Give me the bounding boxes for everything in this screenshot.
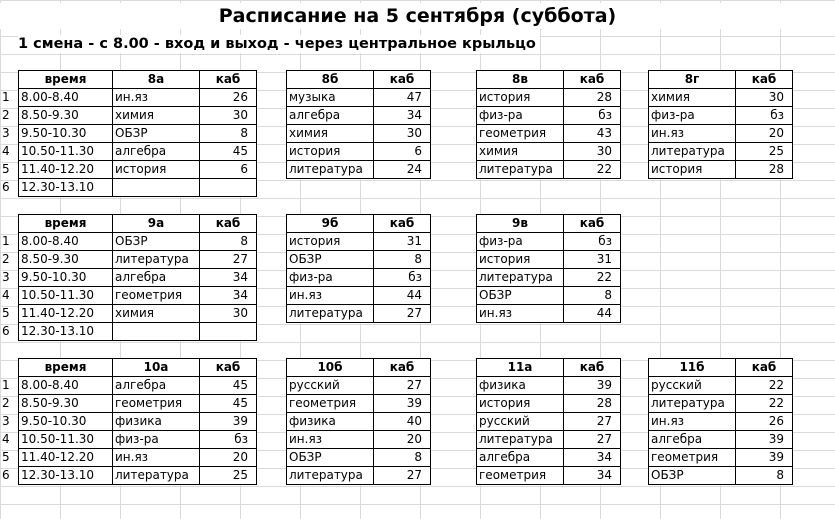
row-number: 4 (2, 144, 10, 158)
table-row (287, 413, 431, 431)
room-cell: 26 (736, 413, 793, 431)
room-cell: 8 (564, 287, 621, 305)
room-cell: бз (200, 431, 257, 449)
room-cell: 27 (564, 413, 621, 431)
subject-cell: геометрия (477, 467, 564, 485)
subject-cell: химия (113, 305, 200, 323)
row-number: 2 (2, 108, 10, 122)
room-cell: 34 (374, 107, 431, 125)
subject-cell: русский (477, 413, 564, 431)
subject-cell: ин.яз (113, 89, 200, 107)
table-header-row (477, 71, 621, 89)
table-row (287, 305, 431, 323)
time-header: время (19, 71, 113, 89)
room-header: каб (564, 215, 621, 233)
subject-cell: ОБЗР (477, 287, 564, 305)
table-row (649, 377, 793, 395)
row-number: 4 (2, 432, 10, 446)
subject-cell: ОБЗР (113, 125, 200, 143)
subject-cell: физ-ра (477, 107, 564, 125)
schedule-table (18, 214, 257, 341)
class-name-header: 8а (113, 71, 200, 89)
subject-cell: литература (113, 251, 200, 269)
room-cell: 8 (374, 449, 431, 467)
room-cell: 45 (200, 395, 257, 413)
subject-cell: литература (477, 161, 564, 179)
room-header: каб (200, 359, 257, 377)
row-number: 5 (2, 162, 10, 176)
room-cell: 27 (374, 377, 431, 395)
room-cell: 47 (374, 89, 431, 107)
table-header-row (19, 71, 257, 89)
table-row (477, 413, 621, 431)
table-row (19, 161, 257, 179)
room-cell (200, 323, 257, 341)
subject-cell: алгебра (113, 269, 200, 287)
lesson-time: 9.50-10.30 (19, 125, 113, 143)
table-row (287, 251, 431, 269)
room-cell: 30 (200, 305, 257, 323)
class-name-header: 10а (113, 359, 200, 377)
table-row (477, 233, 621, 251)
table-row (477, 287, 621, 305)
lesson-time: 8.50-9.30 (19, 107, 113, 125)
room-cell: 44 (564, 305, 621, 323)
table-row (19, 107, 257, 125)
subject-cell: физика (113, 413, 200, 431)
room-cell: 45 (200, 143, 257, 161)
table-row (649, 431, 793, 449)
table-row (477, 269, 621, 287)
room-cell: бз (564, 107, 621, 125)
table-header-row (649, 359, 793, 377)
subject-cell: история (477, 251, 564, 269)
table-row (477, 251, 621, 269)
table-header-row (287, 71, 431, 89)
lesson-time: 8.50-9.30 (19, 251, 113, 269)
table-row (287, 269, 431, 287)
subject-cell: русский (287, 377, 374, 395)
lesson-time: 9.50-10.30 (19, 269, 113, 287)
room-header: каб (564, 359, 621, 377)
schedule-table (286, 214, 431, 323)
row-number: 1 (2, 90, 10, 104)
table-row (287, 287, 431, 305)
class-name-header: 11а (477, 359, 564, 377)
schedule-table (476, 358, 621, 485)
subject-cell: ин.яз (649, 125, 736, 143)
row-number: 4 (2, 288, 10, 302)
table-header-row (287, 215, 431, 233)
table-header-row (477, 359, 621, 377)
table-row (287, 143, 431, 161)
table-row (19, 179, 257, 197)
row-number: 3 (2, 414, 10, 428)
class-name-header: 8г (649, 71, 736, 89)
room-cell: 8 (374, 251, 431, 269)
lesson-time: 10.50-11.30 (19, 287, 113, 305)
table-header-row (287, 359, 431, 377)
room-cell: 26 (200, 89, 257, 107)
table-row (649, 161, 793, 179)
table-row (19, 125, 257, 143)
table-row (19, 251, 257, 269)
subject-cell: литература (287, 305, 374, 323)
subject-cell: геометрия (477, 125, 564, 143)
subject-cell: ин.яз (649, 413, 736, 431)
table-row (19, 323, 257, 341)
room-cell: 30 (374, 125, 431, 143)
subject-cell: химия (649, 89, 736, 107)
lesson-time: 8.00-8.40 (19, 89, 113, 107)
subject-cell: ин.яз (113, 449, 200, 467)
subject-cell: литература (649, 395, 736, 413)
subject-cell: ин.яз (287, 431, 374, 449)
table-row (287, 107, 431, 125)
subject-cell: история (477, 395, 564, 413)
room-cell: 34 (564, 449, 621, 467)
time-header: время (19, 359, 113, 377)
room-cell: 45 (200, 377, 257, 395)
class-name-header: 9в (477, 215, 564, 233)
subject-cell: алгебра (113, 143, 200, 161)
table-row (477, 431, 621, 449)
table-row (477, 161, 621, 179)
subject-cell: ин.яз (477, 305, 564, 323)
room-cell: 43 (564, 125, 621, 143)
subject-cell: литература (113, 467, 200, 485)
table-row (287, 395, 431, 413)
table-row (287, 467, 431, 485)
lesson-time: 11.40-12.20 (19, 305, 113, 323)
room-cell: бз (736, 107, 793, 125)
lesson-time: 11.40-12.20 (19, 449, 113, 467)
room-cell: 30 (564, 143, 621, 161)
schedule-table (476, 70, 621, 179)
table-row (19, 431, 257, 449)
table-header-row (477, 215, 621, 233)
table-row (19, 467, 257, 485)
room-cell: 25 (736, 143, 793, 161)
schedule-table (648, 70, 793, 179)
shift-subtitle: 1 смена - с 8.00 - вход и выход - через центральное крыльцо (18, 35, 540, 53)
room-header: каб (564, 71, 621, 89)
table-row (19, 395, 257, 413)
subject-cell: ОБЗР (287, 449, 374, 467)
table-header-row (19, 215, 257, 233)
subject-cell: алгебра (649, 431, 736, 449)
table-row (477, 89, 621, 107)
room-cell: 40 (374, 413, 431, 431)
table-row (287, 233, 431, 251)
lesson-time: 12.30-13.10 (19, 323, 113, 341)
room-header: каб (736, 71, 793, 89)
table-row (649, 413, 793, 431)
subject-cell: геометрия (113, 287, 200, 305)
subject-cell: химия (113, 107, 200, 125)
schedule-table (648, 358, 793, 485)
table-row (477, 467, 621, 485)
time-header: время (19, 215, 113, 233)
table-row (649, 125, 793, 143)
lesson-time: 10.50-11.30 (19, 431, 113, 449)
room-cell: 22 (736, 377, 793, 395)
room-header: каб (736, 359, 793, 377)
room-cell: 30 (736, 89, 793, 107)
subject-cell: литература (287, 161, 374, 179)
room-cell (200, 179, 257, 197)
subject-cell: химия (477, 143, 564, 161)
subject-cell (113, 179, 200, 197)
row-number: 3 (2, 270, 10, 284)
row-number: 6 (2, 324, 10, 338)
room-cell: 39 (736, 449, 793, 467)
row-number: 2 (2, 252, 10, 266)
subject-cell: химия (287, 125, 374, 143)
schedule-table (476, 214, 621, 323)
room-cell: 22 (564, 269, 621, 287)
subject-cell: ин.яз (287, 287, 374, 305)
table-row (19, 377, 257, 395)
subject-cell: ОБЗР (113, 233, 200, 251)
subject-cell: литература (477, 431, 564, 449)
room-cell: 34 (200, 287, 257, 305)
row-number: 6 (2, 468, 10, 482)
room-cell: 25 (200, 467, 257, 485)
schedule-table (18, 70, 257, 197)
lesson-time: 12.30-13.10 (19, 179, 113, 197)
lesson-time: 8.00-8.40 (19, 377, 113, 395)
room-cell: бз (564, 233, 621, 251)
table-row (19, 233, 257, 251)
room-cell: 31 (374, 233, 431, 251)
room-cell: 6 (374, 143, 431, 161)
row-number: 1 (2, 234, 10, 248)
subject-cell: физ-ра (649, 107, 736, 125)
room-cell: 27 (200, 251, 257, 269)
subject-cell: алгебра (477, 449, 564, 467)
subject-cell: физ-ра (477, 233, 564, 251)
subject-cell: русский (649, 377, 736, 395)
room-cell: 28 (564, 89, 621, 107)
table-row (287, 449, 431, 467)
subject-cell: ОБЗР (649, 467, 736, 485)
class-name-header: 11б (649, 359, 736, 377)
room-cell: 8 (736, 467, 793, 485)
table-row (287, 89, 431, 107)
table-row (477, 125, 621, 143)
table-row (649, 467, 793, 485)
table-row (477, 107, 621, 125)
room-cell: 28 (736, 161, 793, 179)
subject-cell (113, 323, 200, 341)
table-header-row (19, 359, 257, 377)
class-name-header: 8б (287, 71, 374, 89)
table-row (649, 449, 793, 467)
subject-cell: литература (287, 467, 374, 485)
subject-cell: ОБЗР (287, 251, 374, 269)
room-header: каб (374, 359, 431, 377)
table-row (19, 269, 257, 287)
table-row (477, 377, 621, 395)
subject-cell: литература (649, 143, 736, 161)
room-header: каб (200, 71, 257, 89)
table-row (287, 161, 431, 179)
lesson-time: 9.50-10.30 (19, 413, 113, 431)
row-number: 2 (2, 396, 10, 410)
room-header: каб (374, 215, 431, 233)
lesson-time: 11.40-12.20 (19, 161, 113, 179)
room-cell: 6 (200, 161, 257, 179)
table-row (477, 143, 621, 161)
room-cell: 24 (374, 161, 431, 179)
table-row (287, 125, 431, 143)
subject-cell: история (287, 143, 374, 161)
lesson-time: 8.50-9.30 (19, 395, 113, 413)
table-row (19, 449, 257, 467)
table-row (19, 287, 257, 305)
room-cell: 8 (200, 125, 257, 143)
subject-cell: литература (477, 269, 564, 287)
table-row (477, 449, 621, 467)
table-row (477, 395, 621, 413)
class-name-header: 10б (287, 359, 374, 377)
row-number: 3 (2, 126, 10, 140)
row-number: 1 (2, 378, 10, 392)
room-cell: 39 (200, 413, 257, 431)
subject-cell: история (477, 89, 564, 107)
lesson-time: 8.00-8.40 (19, 233, 113, 251)
room-cell: 39 (564, 377, 621, 395)
subject-cell: физ-ра (113, 431, 200, 449)
subject-cell: история (113, 161, 200, 179)
room-cell: 20 (200, 449, 257, 467)
subject-cell: физ-ра (287, 269, 374, 287)
room-cell: 39 (736, 431, 793, 449)
room-cell: 30 (200, 107, 257, 125)
table-row (649, 143, 793, 161)
lesson-time: 12.30-13.10 (19, 467, 113, 485)
subject-cell: музыка (287, 89, 374, 107)
room-cell: 20 (374, 431, 431, 449)
subject-cell: алгебра (113, 377, 200, 395)
subject-cell: история (287, 233, 374, 251)
room-cell: 27 (564, 431, 621, 449)
subject-cell: геометрия (649, 449, 736, 467)
table-row (649, 89, 793, 107)
table-row (287, 431, 431, 449)
room-cell: 20 (736, 125, 793, 143)
table-row (477, 305, 621, 323)
subject-cell: физика (477, 377, 564, 395)
subject-cell: история (649, 161, 736, 179)
subject-cell: геометрия (287, 395, 374, 413)
subject-cell: геометрия (113, 395, 200, 413)
room-cell: 44 (374, 287, 431, 305)
room-header: каб (374, 71, 431, 89)
class-name-header: 9а (113, 215, 200, 233)
room-cell: 8 (200, 233, 257, 251)
table-row (19, 89, 257, 107)
room-cell: бз (374, 269, 431, 287)
table-header-row (649, 71, 793, 89)
row-number: 5 (2, 450, 10, 464)
table-row (287, 377, 431, 395)
class-name-header: 8в (477, 71, 564, 89)
table-row (19, 143, 257, 161)
schedule-table (18, 358, 257, 485)
room-cell: 34 (564, 467, 621, 485)
room-cell: 27 (374, 305, 431, 323)
room-cell: 31 (564, 251, 621, 269)
room-cell: 22 (564, 161, 621, 179)
room-cell: 28 (564, 395, 621, 413)
page-title: Расписание на 5 сентября (суббота) (0, 3, 835, 29)
subject-cell: физика (287, 413, 374, 431)
table-row (649, 107, 793, 125)
room-cell: 39 (374, 395, 431, 413)
room-cell: 27 (374, 467, 431, 485)
table-row (19, 305, 257, 323)
table-row (19, 413, 257, 431)
schedule-table (286, 70, 431, 179)
room-header: каб (200, 215, 257, 233)
table-row (649, 395, 793, 413)
room-cell: 22 (736, 395, 793, 413)
row-number: 5 (2, 306, 10, 320)
subject-cell: алгебра (287, 107, 374, 125)
room-cell: 34 (200, 269, 257, 287)
row-number: 6 (2, 180, 10, 194)
class-name-header: 9б (287, 215, 374, 233)
lesson-time: 10.50-11.30 (19, 143, 113, 161)
schedule-table (286, 358, 431, 485)
